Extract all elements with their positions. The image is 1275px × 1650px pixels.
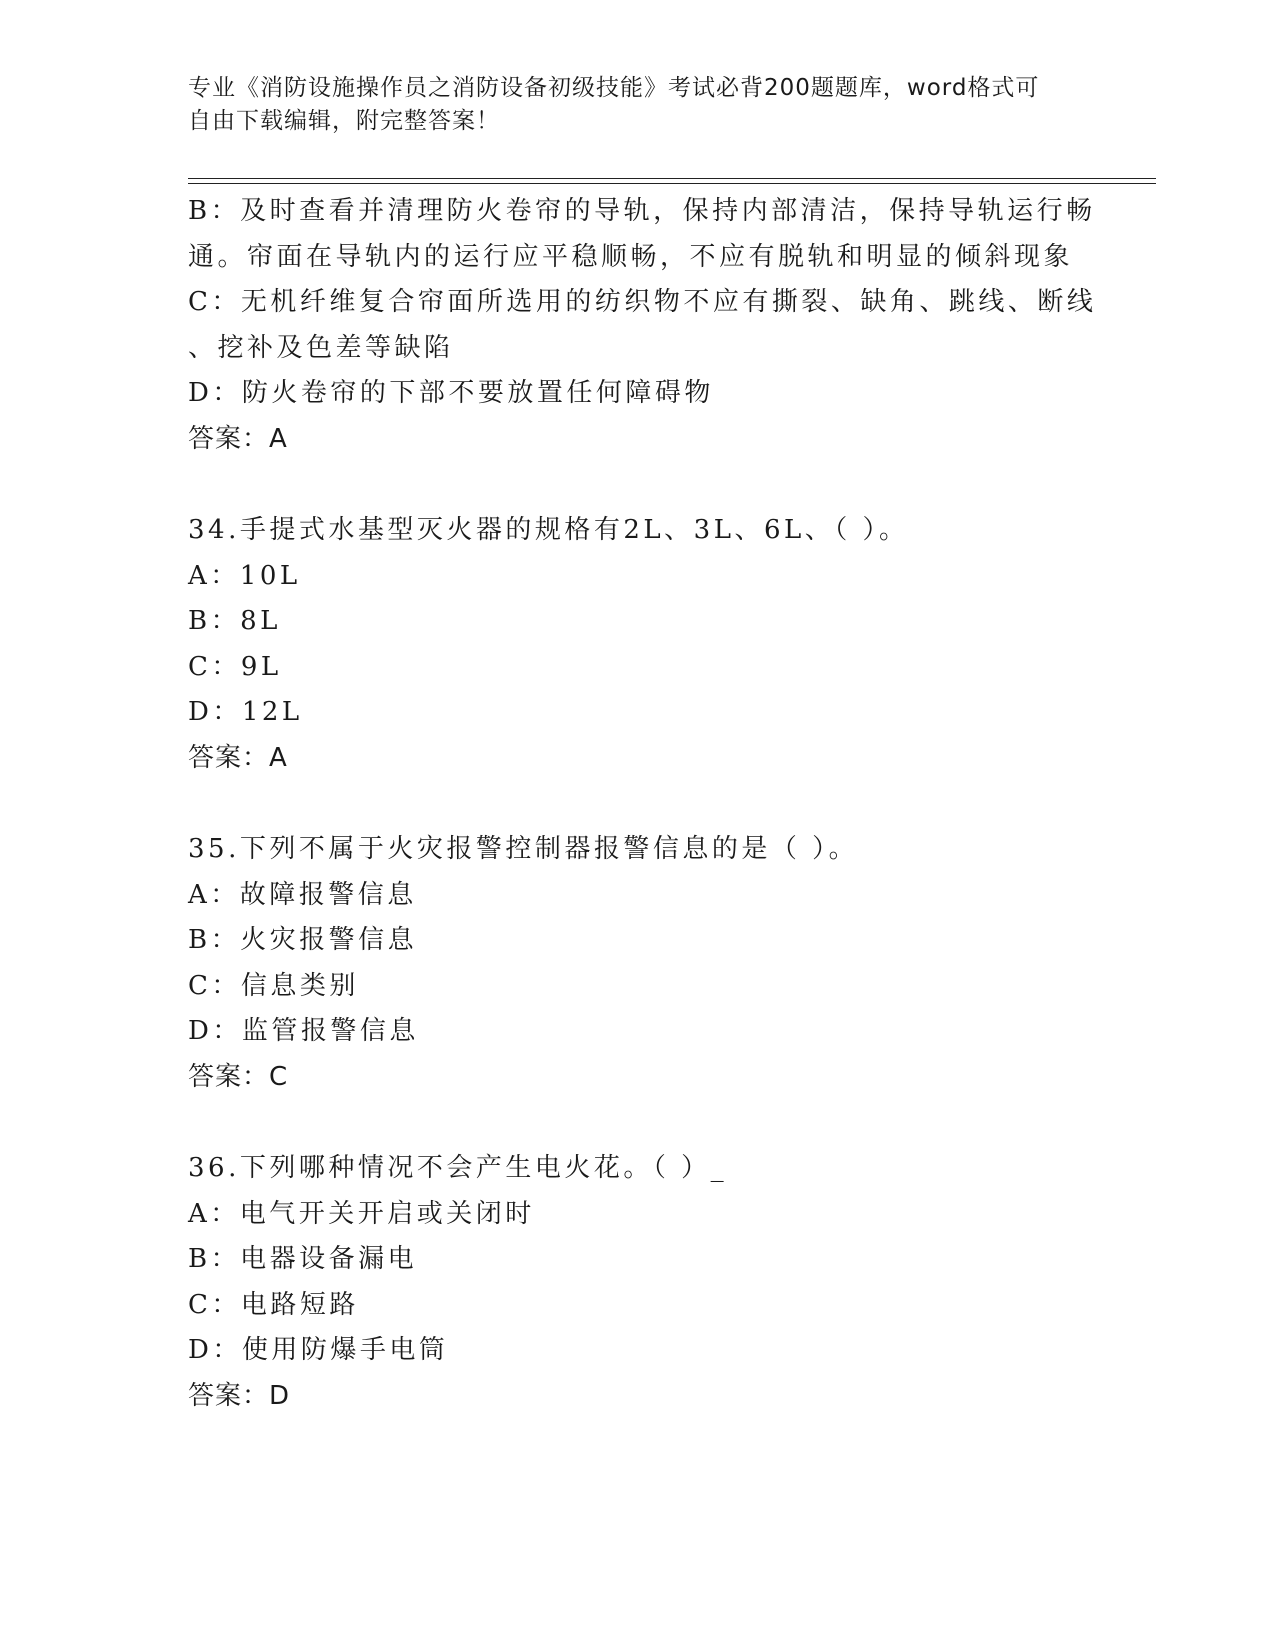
answer: 答案：A: [188, 742, 288, 773]
answer: 答案：D: [188, 1380, 291, 1411]
question-stem: 34.手提式水基型灭火器的规格有2L、3L、6L、（ ）。: [188, 515, 909, 545]
option-a: A：故障报警信息: [188, 879, 417, 910]
header-rule-bottom: [188, 183, 1156, 184]
option-a: A：10L: [188, 560, 301, 591]
option-b-line-1: B：及时查看并清理防火卷帘的导轨，保持内部清洁，保持导轨运行畅: [188, 196, 1096, 226]
question-35: [188, 827, 1088, 1100]
option-b: B：火灾报警信息: [188, 925, 418, 955]
option-d: D：12L: [188, 697, 303, 727]
option-b: B：8L: [188, 606, 281, 636]
option-b: B：电器设备漏电: [188, 1244, 418, 1274]
option-d: D：监管报警信息: [188, 1016, 419, 1046]
spacer: [188, 1100, 1088, 1146]
header-rule-top: [188, 178, 1156, 179]
option-a: A：电气开关开启或关闭时: [188, 1198, 535, 1229]
document-body: [188, 189, 1097, 1419]
header-line-1: 专业《消防设施操作员之消防设备初级技能》考试必背200题题库，word格式可: [188, 75, 1040, 101]
option-c-line-2: 、挖补及色差等缺陷: [188, 332, 454, 363]
option-c: C：信息类别: [188, 970, 359, 1001]
option-c: C：电路短路: [188, 1289, 359, 1320]
option-b-line-2: 通。帘面在导轨内的运行应平稳顺畅，不应有脱轨和明显的倾斜现象: [188, 241, 1074, 272]
spacer: [188, 462, 1088, 508]
question-stem: 36.下列哪种情况不会产生电火花。（ ）_: [188, 1153, 728, 1183]
question-34: [188, 508, 1088, 781]
option-c-line-1: C：无机纤维复合帘面所选用的纺织物不应有撕裂、缺角、跳线、断线: [188, 287, 1097, 317]
option-d: D：使用防爆手电筒: [188, 1335, 449, 1365]
answer: 答案：A: [188, 423, 288, 454]
header-line-2: 自由下载编辑，附完整答案！: [188, 108, 500, 134]
option-d: D：防火卷帘的下部不要放置任何障碍物: [188, 378, 714, 408]
spacer: [188, 781, 1088, 827]
question-36: [188, 1146, 1088, 1419]
option-c: C：9L: [188, 651, 282, 682]
answer: 答案：C: [188, 1061, 289, 1092]
document-header: [188, 72, 1088, 138]
question-stem: 35.下列不属于火灾报警控制器报警信息的是（ ）。: [188, 834, 859, 864]
prev-question-block: [188, 189, 1097, 462]
